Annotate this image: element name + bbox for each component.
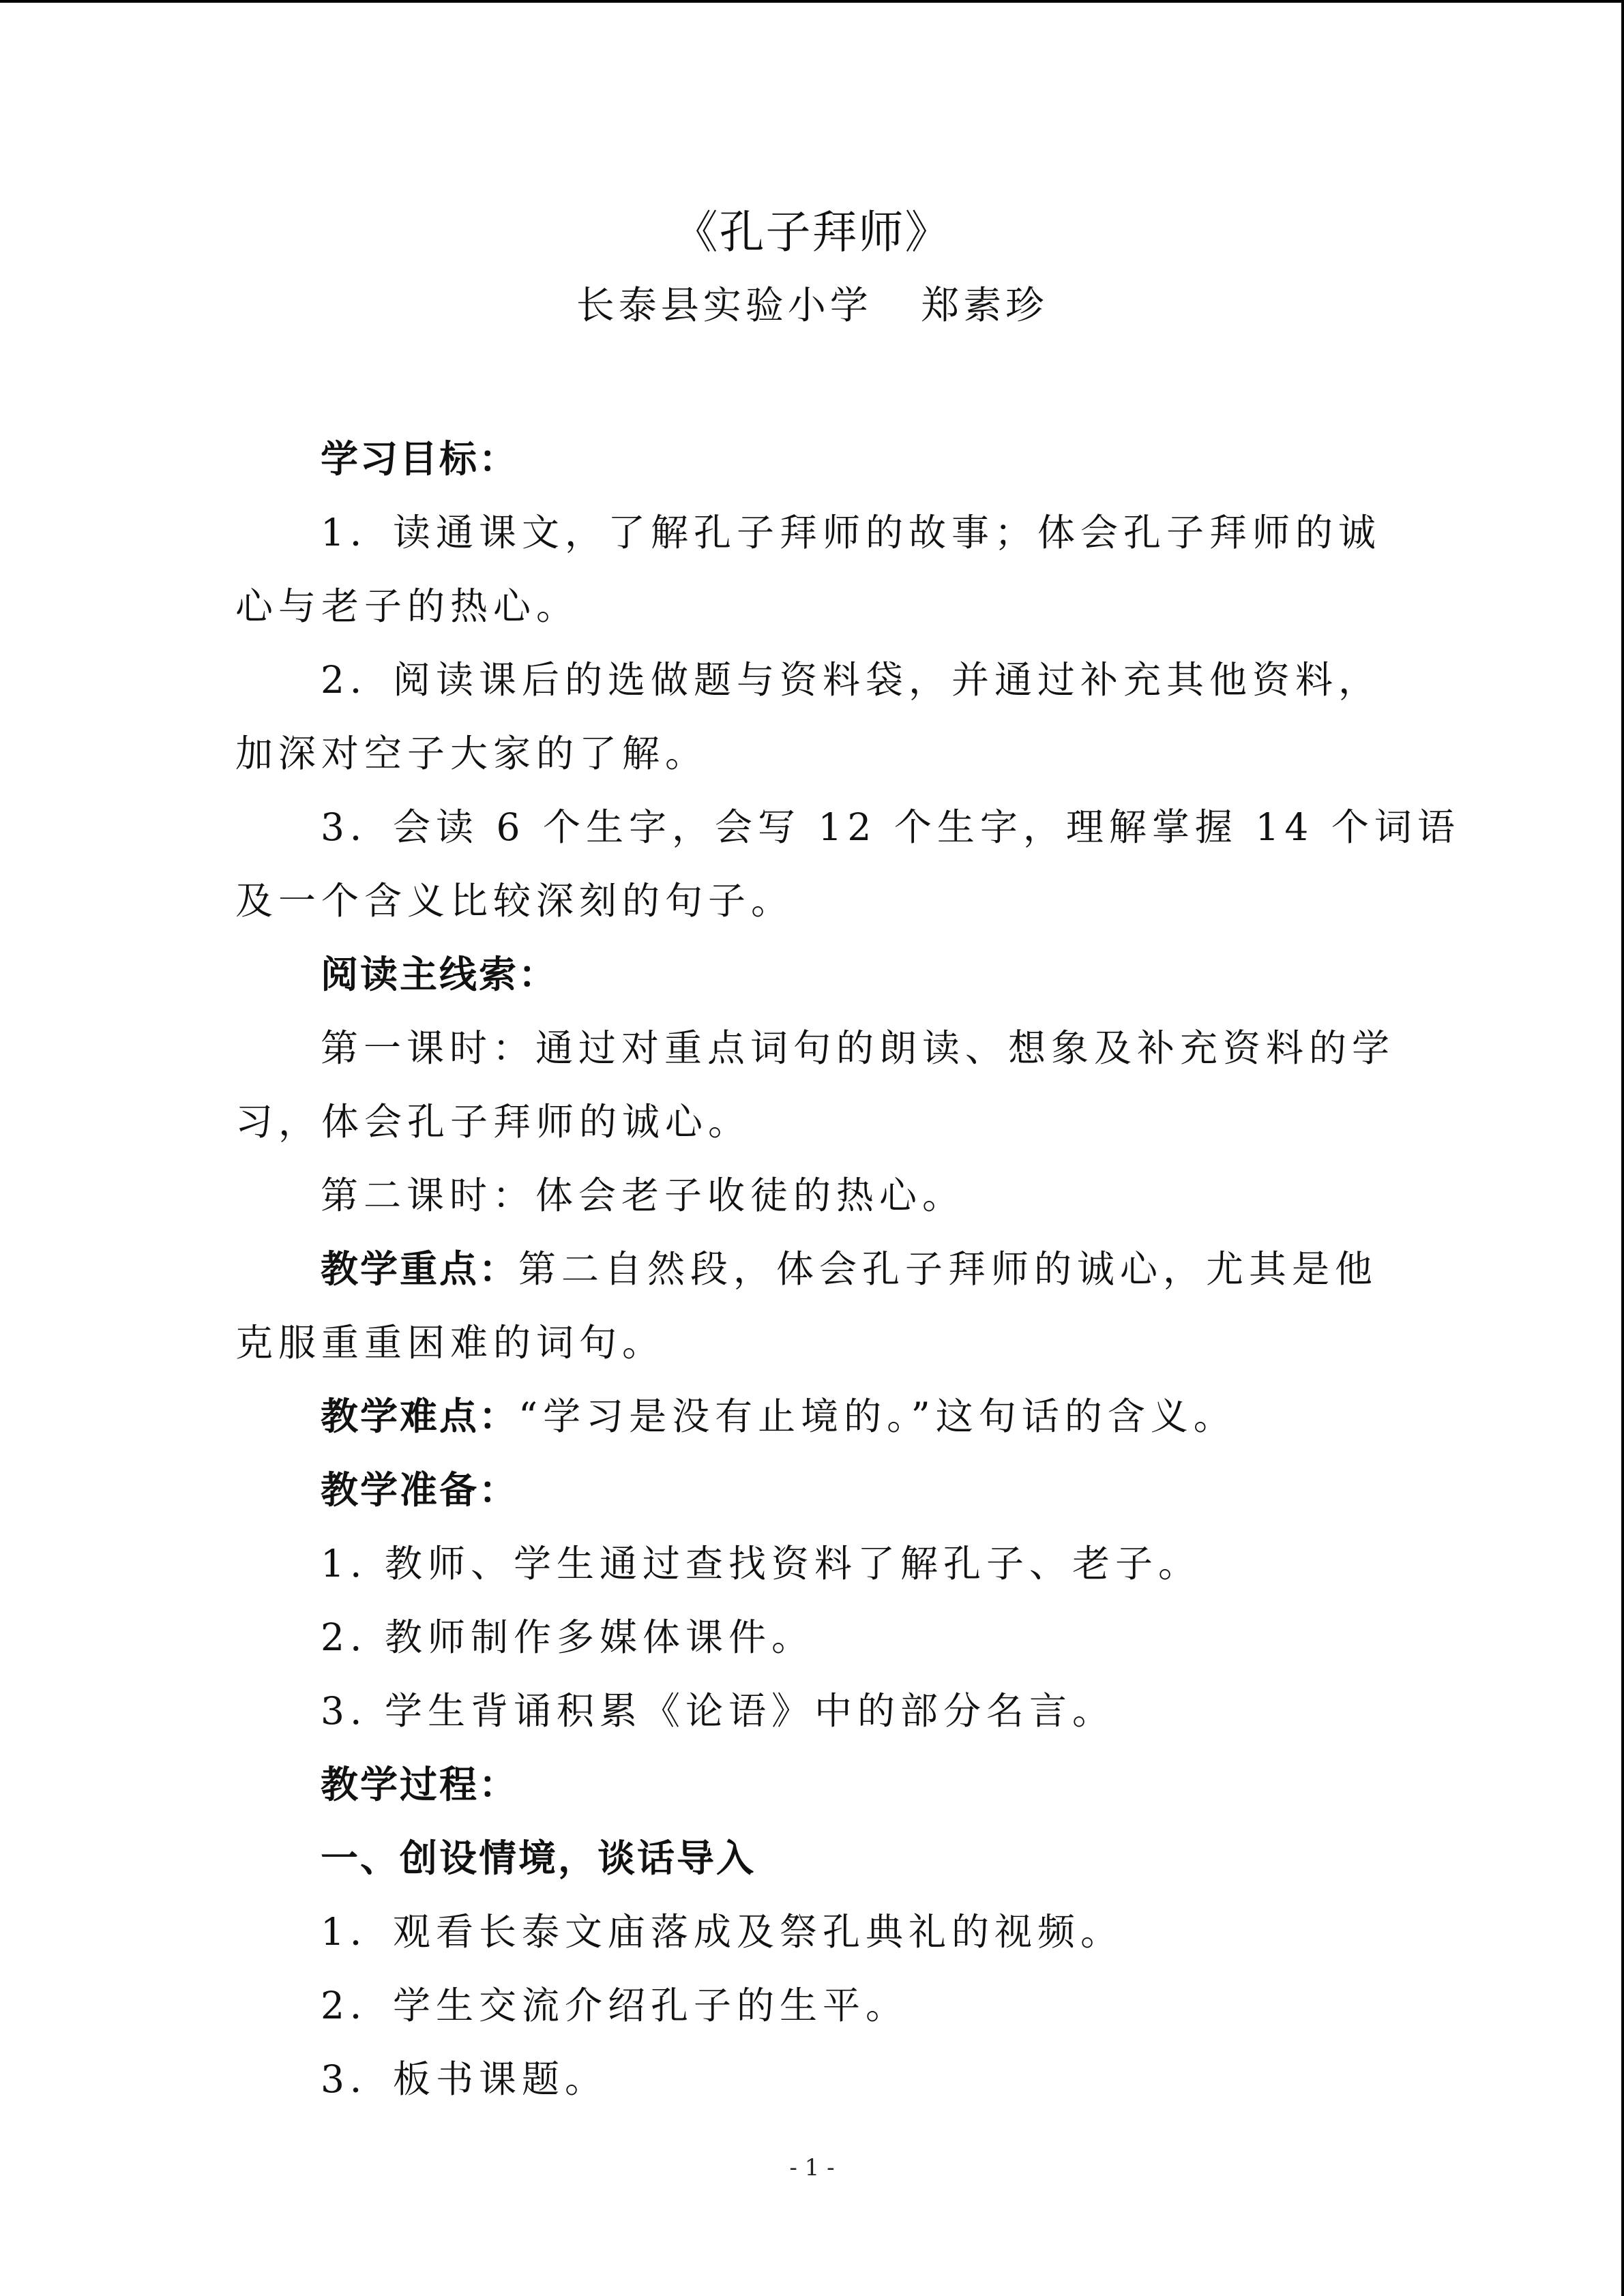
reading-thread-heading: 阅读主线索： (321, 953, 559, 996)
teaching-difficulty-line (235, 1380, 1419, 1453)
step-3: 3．板书课题。 (321, 2057, 608, 2101)
teaching-difficulty-label: 教学难点： (321, 1395, 519, 1438)
preparation-item-3: 3. 学生背诵积累《论语》中的部分名言。 (321, 1689, 1115, 1733)
goal-1-line-1: 1．读通课文，了解孔子拜师的故事；体会孔子拜师的诚 (321, 511, 1381, 554)
goal-3-line-1: 3．会读 6 个生字，会写 12 个生字，理解掌握 14 个词语 (321, 805, 1460, 849)
goals-heading: 学习目标： (321, 437, 519, 481)
document-title: 《孔子拜师》 (673, 206, 951, 258)
teaching-difficulty-text: “学习是没有止境的。”这句话的含义。 (518, 1395, 1237, 1438)
author-line: 长泰县实验小学 郑素珍 (576, 284, 1048, 328)
process-heading: 教学过程： (321, 1763, 519, 1806)
preparation-item-2: 2. 教师制作多媒体课件。 (321, 1615, 814, 1659)
lesson-2-line: 第二课时：体会老子收徒的热心。 (321, 1174, 966, 1217)
section-1-heading: 一、创设情境，谈话导入 (321, 1836, 756, 1880)
teaching-focus-text: 第二自然段，体会孔子拜师的诚心，尤其是他 (518, 1247, 1378, 1291)
step-1: 1．观看长泰文庙落成及祭孔典礼的视频。 (321, 1910, 1123, 1954)
preparation-heading: 教学准备： (321, 1468, 519, 1512)
goal-2-line-2: 加深对空子大家的了解。 (235, 732, 709, 775)
goal-2-line-1: 2．阅读课后的选做题与资料袋，并通过补充其他资料， (321, 658, 1381, 702)
preparation-item-1: 1. 教师、学生通过查找资料了解孔子、老子。 (321, 1542, 1201, 1585)
step-2: 2．学生交流介绍孔子的生平。 (321, 1984, 909, 2027)
lesson-1-line-2: 习，体会孔子拜师的诚心。 (235, 1100, 752, 1144)
teaching-focus-label: 教学重点： (321, 1247, 519, 1291)
page-number: - 1 - (789, 2154, 835, 2181)
document-body (235, 422, 1460, 2116)
lesson-1-line-1: 第一课时：通过对重点词句的朗读、想象及补充资料的学 (321, 1026, 1396, 1070)
teaching-focus-line-2: 克服重重困难的词句。 (235, 1321, 666, 1365)
teaching-focus-line-1 (235, 1232, 1419, 1306)
goal-3-line-2: 及一个含义比较深刻的句子。 (235, 879, 795, 923)
goal-1-line-2: 心与老子的热心。 (235, 584, 580, 628)
